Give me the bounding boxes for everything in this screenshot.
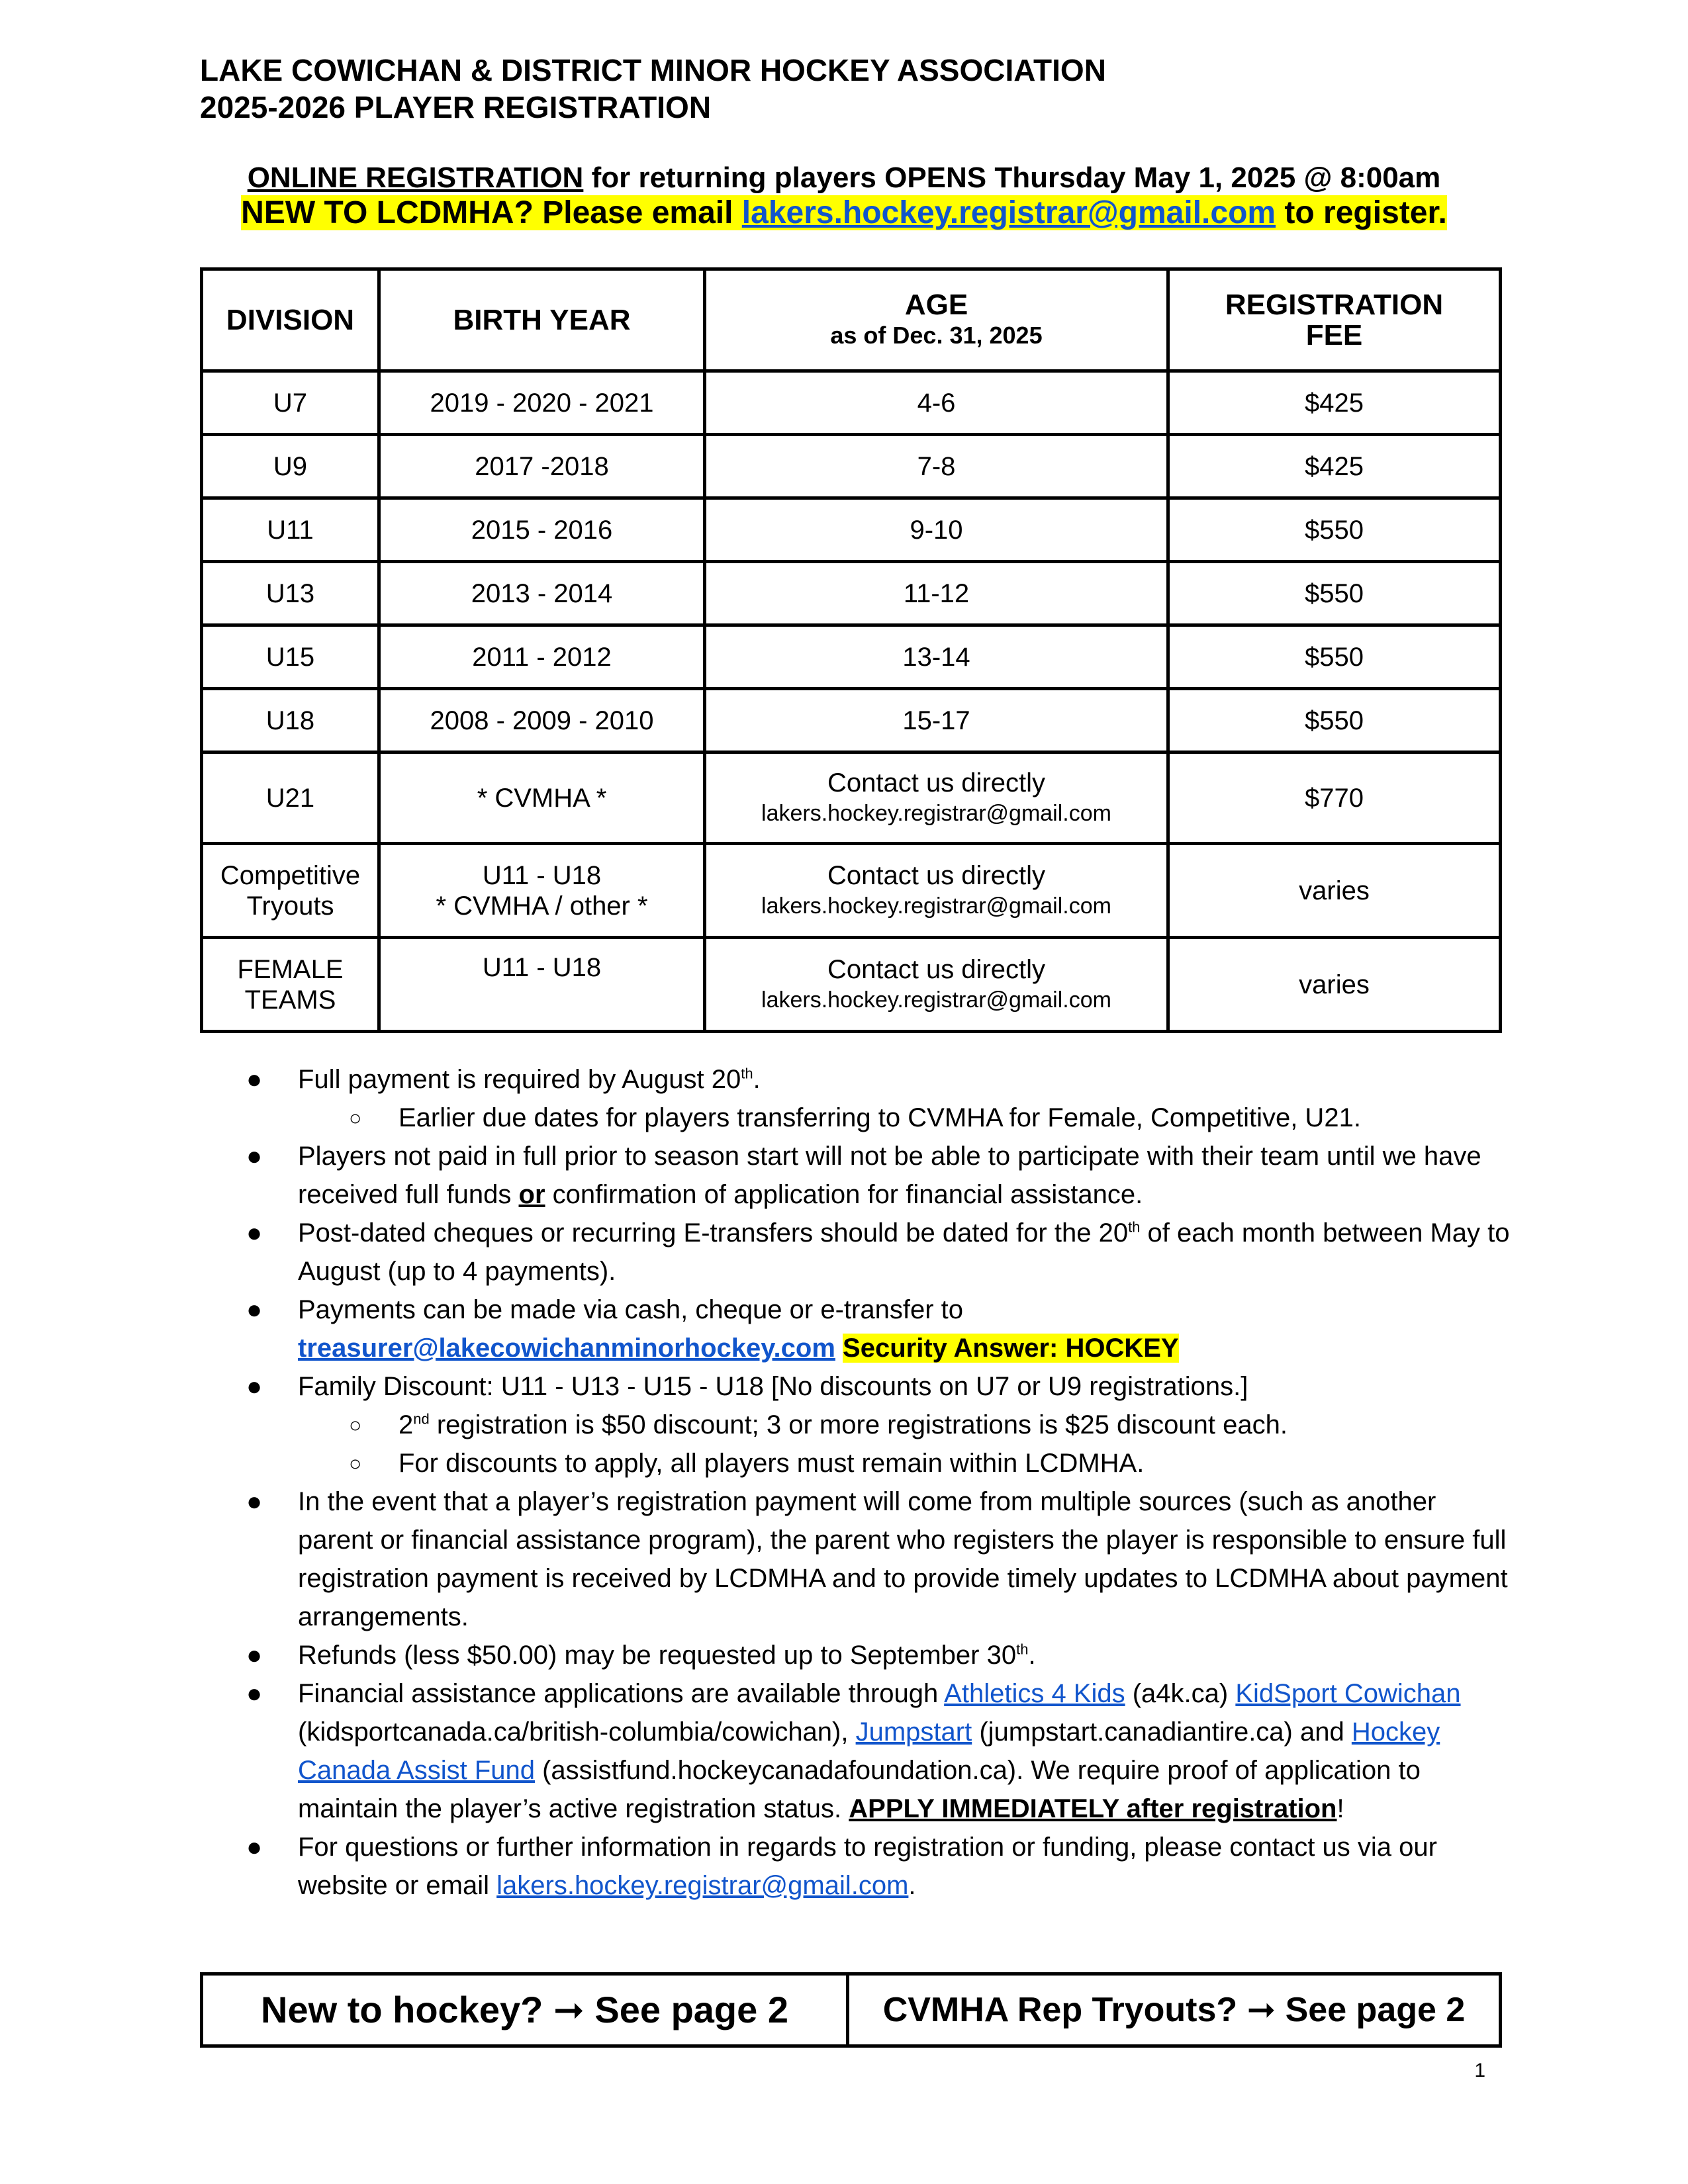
contact-text: Contact us directly xyxy=(827,768,1046,797)
contact-text: Contact us directly xyxy=(827,954,1046,984)
contact-cell xyxy=(705,752,1168,844)
division-cell: U15 xyxy=(202,625,379,689)
age-cell: 13-14 xyxy=(705,625,1168,689)
hockey-canada-assist-fund-link[interactable]: Hockey Canada Assist Fund xyxy=(298,1717,1440,1785)
list-item: ○ 2nd registration is $50 discount; 3 or more registrations is $25 discount each. xyxy=(200,1406,1511,1444)
birth-line2: * CVMHA / other * xyxy=(436,891,648,921)
treasurer-email-link[interactable]: treasurer@lakecowichanminorhockey.com xyxy=(298,1334,835,1363)
header-age-sub: as of Dec. 31, 2025 xyxy=(830,321,1043,349)
contact-cell xyxy=(705,844,1168,938)
fee-cell: $550 xyxy=(1168,689,1501,752)
birth-year-cell: 2017 -2018 xyxy=(379,435,705,498)
contact-email: lakers.hockey.registrar@gmail.com xyxy=(761,987,1111,1013)
fee-cell: varies xyxy=(1168,844,1501,938)
division-cell: U21 xyxy=(202,752,379,844)
header-division: DIVISION xyxy=(202,269,379,371)
birth-year-cell: 2008 - 2009 - 2010 xyxy=(379,689,705,752)
table-row-u21 xyxy=(202,752,1501,844)
fee-cell: varies xyxy=(1168,938,1501,1032)
division-cell: U11 xyxy=(202,498,379,562)
division-cell: U18 xyxy=(202,689,379,752)
see-page-2-box xyxy=(200,1972,1502,2048)
list-item: ● Payments can be made via cash, cheque or e-transfer to treasurer@lakecowichanminorhockey.com Security Answer: HOCKEY xyxy=(200,1291,1511,1367)
new-to-notice xyxy=(0,192,1688,234)
birth-year-cell: U11 - U18 xyxy=(379,938,705,1032)
bullet-icon: ● xyxy=(246,1372,263,1401)
list-item: ● Financial assistance applications are available through Athletics 4 Kids (a4k.ca) KidSport Cowichan (kidsportcanada.ca/british-columbia/cowichan), Jumpstart (jumpstart.canadiantire.ca) and Hockey Canada Assist Fund (assistfund.hockeycanadafoundation.ca). We require proof of application to maintain the player’s active registration status. APPLY IMMEDIATELY after registration! xyxy=(200,1674,1511,1828)
registration-fee-table xyxy=(200,267,1502,1033)
division-line1: FEMALE xyxy=(237,954,344,984)
rep-tryouts-note: CVMHA Rep Tryouts? ➞ See page 2 xyxy=(848,1974,1501,2046)
fee-cell: $550 xyxy=(1168,498,1501,562)
list-item: ● For questions or further information in regards to registration or funding, please contact us via our website or email lakers.hockey.registrar@gmail.com. xyxy=(200,1828,1511,1905)
list-item: ● Players not paid in full prior to season start will not be able to participate with their team until we have received full funds or confirmation of application for financial assistance. xyxy=(200,1137,1511,1214)
header-fee-line2: FEE xyxy=(1305,318,1363,351)
circle-bullet-icon: ○ xyxy=(349,1413,362,1437)
division-cell: U7 xyxy=(202,371,379,435)
age-cell: 9-10 xyxy=(705,498,1168,562)
list-item: ○ For discounts to apply, all players must remain within LCDMHA. xyxy=(200,1444,1511,1482)
registrar-email-link[interactable]: lakers.hockey.registrar@gmail.com xyxy=(741,195,1276,230)
fee-cell: $550 xyxy=(1168,562,1501,625)
bullet-icon: ● xyxy=(246,1641,263,1670)
division-cell: U13 xyxy=(202,562,379,625)
fee-cell: $770 xyxy=(1168,752,1501,844)
online-registration-details: for returning players OPENS Thursday May 1, 2025 @ 8:00am xyxy=(583,161,1441,194)
header-fee xyxy=(1168,269,1501,371)
contact-email: lakers.hockey.registrar@gmail.com xyxy=(761,800,1111,826)
table-row xyxy=(202,435,1501,498)
new-to-suffix: to register. xyxy=(1276,195,1447,230)
table-row-female xyxy=(202,938,1501,1032)
bullet-icon: ● xyxy=(246,1142,263,1171)
birth-year-cell: 2019 - 2020 - 2021 xyxy=(379,371,705,435)
new-to-hockey-note: New to hockey? ➞ See page 2 xyxy=(202,1974,848,2046)
circle-bullet-icon: ○ xyxy=(349,1106,362,1130)
birth-year-cell: 2011 - 2012 xyxy=(379,625,705,689)
bullet-icon: ● xyxy=(246,1295,263,1324)
list-item: ● Post-dated cheques or recurring E-transfers should be dated for the 20th of each month between May to August (up to 4 payments). xyxy=(200,1214,1511,1291)
athletics-4-kids-link[interactable]: Athletics 4 Kids xyxy=(944,1679,1125,1708)
bullet-icon: ● xyxy=(246,1487,263,1516)
apply-immediately-notice: APPLY IMMEDIATELY after registration xyxy=(849,1794,1337,1823)
table-header-row xyxy=(202,269,1501,371)
division-cell xyxy=(202,938,379,1032)
header-age-label: AGE xyxy=(904,288,968,321)
division-line2: TEAMS xyxy=(244,985,336,1015)
bullet-icon: ● xyxy=(246,1679,263,1708)
division-line2: Tryouts xyxy=(246,891,334,921)
fee-cell: $425 xyxy=(1168,435,1501,498)
new-to-prefix: NEW TO LCDMHA? Please email xyxy=(241,195,742,230)
list-item: ● Family Discount: U11 - U13 - U15 - U18 [No discounts on U7 or U9 registrations.] xyxy=(200,1367,1511,1406)
age-cell: 4-6 xyxy=(705,371,1168,435)
online-registration-label: ONLINE REGISTRATION xyxy=(247,161,584,194)
bullet-icon: ● xyxy=(246,1218,263,1248)
circle-bullet-icon: ○ xyxy=(349,1451,362,1475)
header-birth-year: BIRTH YEAR xyxy=(379,269,705,371)
birth-year-cell xyxy=(379,844,705,938)
list-item: ● In the event that a player’s registration payment will come from multiple sources (such as another parent or financial assistance program), the parent who registers the player is responsible to ensure full registration payment is received by LCDMHA and to provide timely updates to LCDMHA about payment arrangements. xyxy=(200,1482,1511,1636)
table-row xyxy=(202,689,1501,752)
birth-year-cell: * CVMHA * xyxy=(379,752,705,844)
table-row xyxy=(202,562,1501,625)
bullet-icon: ● xyxy=(246,1833,263,1862)
contact-email: lakers.hockey.registrar@gmail.com xyxy=(761,893,1111,919)
bullet-icon: ● xyxy=(246,1065,263,1094)
contact-text: Contact us directly xyxy=(827,860,1046,890)
fee-cell: $425 xyxy=(1168,371,1501,435)
table-row xyxy=(202,625,1501,689)
list-item: ● Full payment is required by August 20th. xyxy=(200,1060,1511,1099)
kidsport-cowichan-link[interactable]: KidSport Cowichan xyxy=(1235,1679,1461,1708)
age-cell: 15-17 xyxy=(705,689,1168,752)
contact-cell xyxy=(705,938,1168,1032)
fee-cell: $550 xyxy=(1168,625,1501,689)
division-cell: U9 xyxy=(202,435,379,498)
table-row xyxy=(202,498,1501,562)
header-fee-line1: REGISTRATION xyxy=(1225,288,1444,321)
division-cell xyxy=(202,844,379,938)
security-answer: Security Answer: HOCKEY xyxy=(843,1334,1179,1363)
birth-line1: U11 - U18 xyxy=(482,860,602,890)
age-cell: 7-8 xyxy=(705,435,1168,498)
list-item: ● Refunds (less $50.00) may be requested up to September 30th. xyxy=(200,1636,1511,1674)
table-row xyxy=(202,371,1501,435)
table-row-competitive xyxy=(202,844,1501,938)
birth-year-cell: 2015 - 2016 xyxy=(379,498,705,562)
list-item: ○ Earlier due dates for players transferring to CVMHA for Female, Competitive, U21. xyxy=(200,1099,1511,1137)
registrar-email-link[interactable]: lakers.hockey.registrar@gmail.com xyxy=(496,1871,909,1900)
division-line1: Competitive xyxy=(220,860,361,890)
birth-year-cell: 2013 - 2014 xyxy=(379,562,705,625)
page-title: LAKE COWICHAN & DISTRICT MINOR HOCKEY ASSOCIATION xyxy=(200,53,1106,87)
header-age xyxy=(705,269,1168,371)
jumpstart-link[interactable]: Jumpstart xyxy=(855,1717,972,1747)
age-cell: 11-12 xyxy=(705,562,1168,625)
registration-notes xyxy=(200,1060,1511,1905)
page-subtitle: 2025-2026 PLAYER REGISTRATION xyxy=(200,90,712,124)
page-number: 1 xyxy=(1474,2060,1485,2081)
